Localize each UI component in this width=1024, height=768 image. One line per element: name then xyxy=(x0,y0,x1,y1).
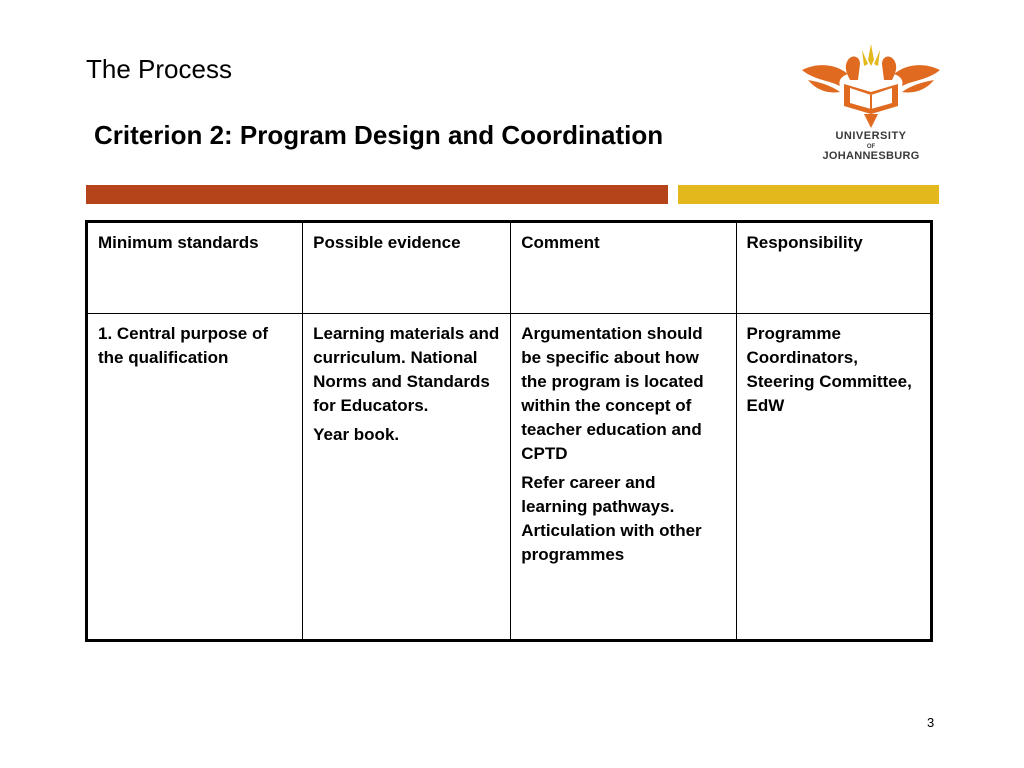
header-comment: Comment xyxy=(511,222,736,314)
cell-minimum-standard xyxy=(87,314,303,641)
criteria-table xyxy=(85,220,933,642)
cell-text: Programme Coordinators, Steering Committee, EdW xyxy=(746,324,912,415)
slide-subtitle: Criterion 2: Program Design and Coordination xyxy=(94,120,664,150)
cell-text: Learning materials and curriculum. National Norms and Standards for Educators. xyxy=(313,324,500,415)
slide-title: The Process xyxy=(86,54,232,84)
logo-text-johannesburg: JOHANNESBURG xyxy=(822,150,920,162)
logo-text-university: UNIVERSITY xyxy=(835,130,907,142)
cell-text: Argumentation should be specific about how the program is located within the concept of teacher education and CPTD xyxy=(521,324,704,463)
cell-possible-evidence xyxy=(303,314,511,641)
phoenix-emblem-icon xyxy=(798,40,944,128)
table-header-row xyxy=(87,222,932,314)
header-responsibility: Responsibility xyxy=(736,222,932,314)
accent-bar-red xyxy=(86,185,668,204)
header-possible-evidence: Possible evidence xyxy=(303,222,511,314)
cell-comment xyxy=(511,314,736,641)
university-logo xyxy=(798,40,944,165)
logo-text-of: OF xyxy=(866,144,876,150)
cell-text: 1. Central purpose of the qualification xyxy=(98,324,269,367)
table-row xyxy=(87,314,932,641)
cell-responsibility xyxy=(736,314,932,641)
accent-bar-gold xyxy=(678,185,939,204)
page-number: 3 xyxy=(927,715,935,730)
header-minimum-standards: Minimum standards xyxy=(87,222,303,314)
cell-text: Refer career and learning pathways. Articulation with other programmes xyxy=(521,473,702,564)
cell-text: Year book. xyxy=(313,425,400,444)
